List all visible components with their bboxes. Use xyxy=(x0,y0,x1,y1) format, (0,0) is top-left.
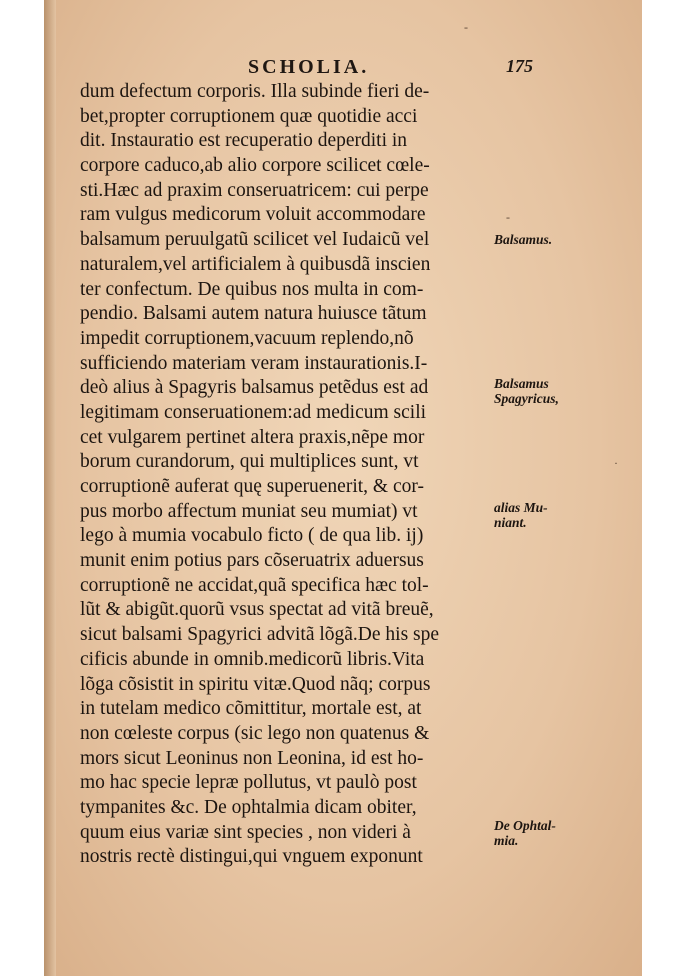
text-line: borum curandorum, qui multiplices sunt, vt xyxy=(80,451,419,473)
marginal-note-text: alias Mu- xyxy=(494,500,548,515)
text-line: bet,propter corruptionem quæ quotidie acci xyxy=(80,105,418,127)
text-line: in tutelam medico cõmittitur, mortale est, at xyxy=(80,698,422,720)
marginal-note-de-ophtalmia xyxy=(494,818,642,848)
main-text-block xyxy=(80,80,526,870)
marginal-note-text: mia. xyxy=(494,833,519,848)
text-line: mo hac specie lepræ pollutus, vt paulò post xyxy=(80,772,417,794)
text-line: nostris rectè distingui,qui vnguem exponunt xyxy=(80,846,423,868)
text-line: dit. Instauratio est recuperatio deperditi in xyxy=(80,130,408,152)
text-line: corruptionẽ ne accidat,quã specifica hæc tol- xyxy=(80,574,429,596)
text-line: balsamum peruulgatũ scilicet vel Iudaicũ vel xyxy=(80,229,430,251)
text-line: sicut balsami Spagyrici advitã lõgã.De his spe xyxy=(80,624,440,646)
text-line: ram vulgus medicorum voluit accommodare xyxy=(80,204,426,226)
marginal-note-balsamus-spagyricus xyxy=(494,376,642,406)
text-line: munit enim potius pars cõseruatrix aduersus xyxy=(80,550,424,572)
text-line: sti.Hæc ad praxim conseruatricem: cui perpe xyxy=(80,179,429,201)
text-line: non cœleste corpus (sic lego non quatenus & xyxy=(80,722,430,744)
marginal-note-alias-muniant xyxy=(494,500,642,530)
marginal-note-text: niant. xyxy=(494,515,527,530)
text-line: legitimam conseruationem:ad medicum scili xyxy=(80,401,427,423)
ink-mark: · xyxy=(614,456,618,470)
text-line: corruptionẽ auferat quę superuenerit, & cor- xyxy=(80,476,424,497)
text-line: mors sicut Leoninus non Leonina, id est ho- xyxy=(80,747,424,769)
marginal-note-text: Balsamus xyxy=(494,376,549,391)
page-number: 175 xyxy=(506,56,533,76)
text-line: quum eius variæ sint species , non videri à xyxy=(80,821,411,843)
text-line: cet vulgarem pertinet altera praxis,nẽpe mor xyxy=(80,426,425,448)
text-line: corpore caduco,ab alio corpore scilicet cœle- xyxy=(80,155,430,177)
text-line: dum defectum corporis. Illa subinde fieri de- xyxy=(80,81,430,102)
text-line: lego à mumia vocabulo ficto ( de qua lib. ij) xyxy=(80,525,424,547)
text-line: impedit corruptionem,vacuum replendo,nõ xyxy=(80,327,414,349)
text-line: naturalem,vel artificialem à quibusdã inscien xyxy=(80,253,431,275)
marginal-note-balsamus xyxy=(494,232,642,247)
book-page xyxy=(44,0,642,976)
ink-mark: - xyxy=(464,20,468,34)
text-line: lõga cõsistit in spiritu vitæ.Quod nãq; corpus xyxy=(80,673,431,695)
text-line: tympanites &c. De ophtalmia dicam obiter, xyxy=(80,796,417,818)
ink-mark: - xyxy=(506,210,510,224)
marginal-note-text: Balsamus. xyxy=(494,232,553,247)
text-line: deò alius à Spagyris balsamus petẽdus est ad xyxy=(80,377,429,399)
marginal-note-text: De Ophtal- xyxy=(494,818,556,833)
text-line: sufficiendo materiam veram instaurationis.I- xyxy=(80,352,428,374)
text-line: cificis abunde in omnib.medicorũ libris.Vita xyxy=(80,648,425,670)
text-line: pendio. Balsami autem natura huiusce tãtum xyxy=(80,303,427,325)
text-line: lũt & abigũt.quorũ vsus spectat ad vitã breuẽ, xyxy=(80,599,434,621)
text-line: pus morbo affectum muniat seu mumiat) vt xyxy=(80,500,418,522)
running-head: SCHOLIA. xyxy=(248,56,370,78)
marginal-note-text: Spagyricus, xyxy=(494,391,559,406)
text-line: ter confectum. De quibus nos multa in com- xyxy=(80,278,424,300)
left-gutter-shadow xyxy=(44,0,56,976)
